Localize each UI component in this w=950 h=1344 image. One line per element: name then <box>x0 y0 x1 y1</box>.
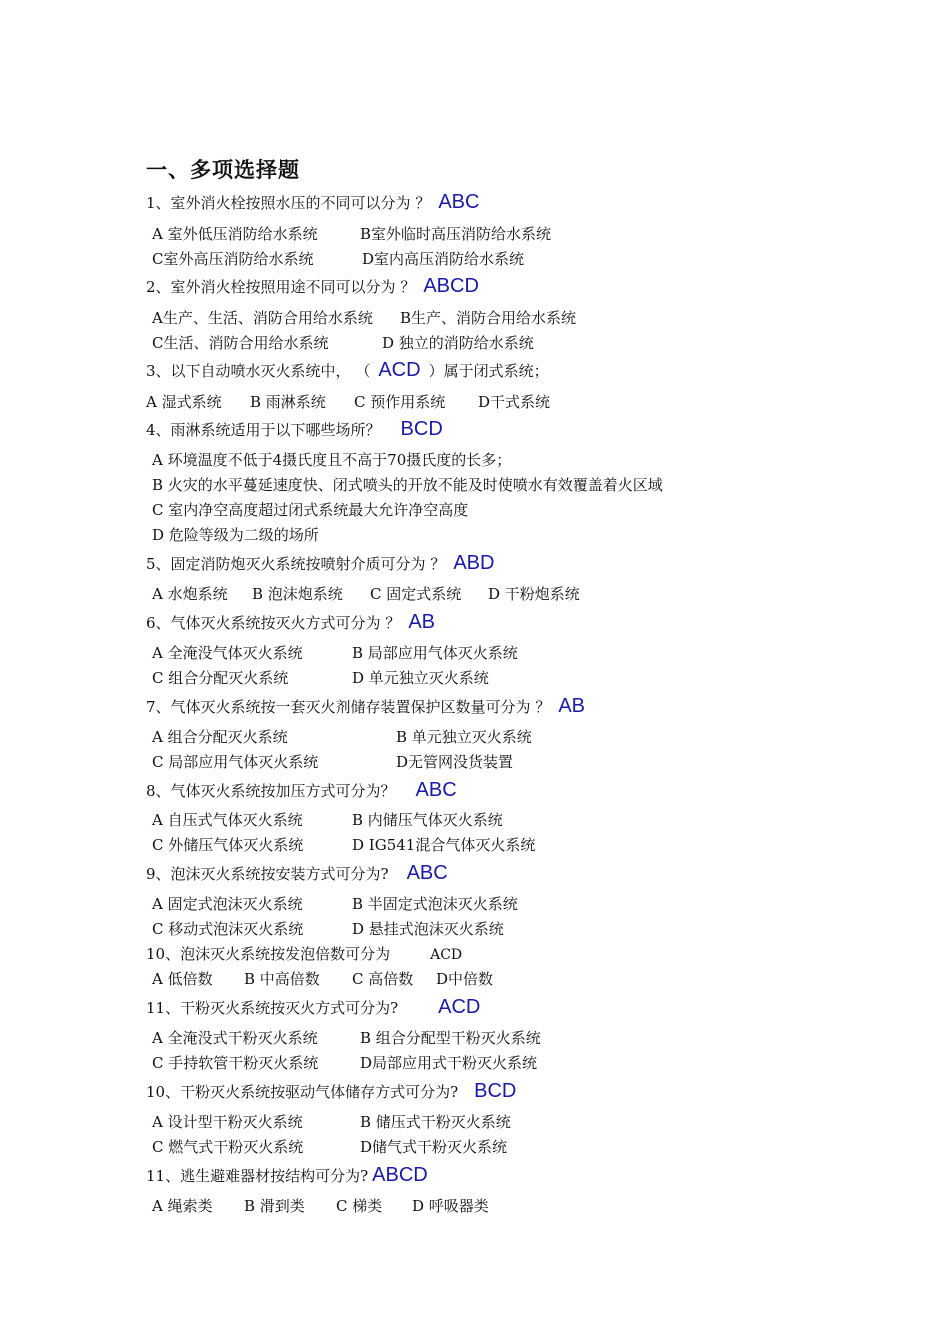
option-a: A 固定式泡沫灭火系统 <box>152 895 303 913</box>
options-row <box>152 752 513 772</box>
option-b: B 雨淋系统 <box>250 393 326 411</box>
options-row <box>152 333 534 353</box>
option-a: A生产、生活、消防合用给水系统 <box>152 309 373 327</box>
question-text: 5、固定消防炮灭火系统按喷射介质可分为 ？ <box>146 555 446 573</box>
question-text: 11、逃生避难器材按结构可分为? <box>146 1167 369 1185</box>
options-row <box>146 392 550 412</box>
option-c: C 手持软管干粉灭火系统 <box>152 1054 319 1072</box>
option-c: C 局部应用气体灭火系统 <box>152 753 319 771</box>
question-10 <box>146 944 462 965</box>
answer: AB <box>408 611 436 633</box>
answer: ABD <box>453 552 495 574</box>
answer: ABCD <box>423 275 479 297</box>
answer: BCD <box>474 1080 517 1102</box>
options-row <box>152 1053 537 1073</box>
option-b: B 半固定式泡沫灭火系统 <box>352 895 518 913</box>
question-3 <box>146 360 549 381</box>
question-8 <box>146 780 457 801</box>
options-row <box>152 727 532 747</box>
question-text: 8、气体灭火系统按加压方式可分为？ <box>146 782 396 800</box>
options-row <box>152 668 489 688</box>
option-d: D储气式干粉灭火系统 <box>360 1138 508 1156</box>
answer: ABC <box>415 779 457 801</box>
option-b: B 单元独立灭火系统 <box>396 728 532 746</box>
options-row <box>152 835 535 855</box>
option-d: D局部应用式干粉灭火系统 <box>360 1054 538 1072</box>
option-c: C生活、消防合用给水系统 <box>152 334 329 352</box>
option-b: B室外临时高压消防给水系统 <box>360 225 552 243</box>
question-text: 10、干粉灭火系统按驱动气体储存方式可分为? <box>146 1083 459 1101</box>
question-11 <box>146 997 480 1018</box>
option-a: A 湿式系统 <box>146 393 222 411</box>
answer: ACD <box>430 947 463 963</box>
option-a: A 低倍数 <box>152 970 213 988</box>
option-d: D 单元独立灭火系统 <box>352 669 489 687</box>
option-c: C 移动式泡沫灭火系统 <box>152 920 304 938</box>
option-d: D 独立的消防给水系统 <box>382 334 534 352</box>
question-text: 2、室外消火栓按照用途不同可以分为 ？ <box>146 278 416 296</box>
question-7 <box>146 696 585 717</box>
question-2 <box>146 276 479 297</box>
question-text-post: ）属于闭式系统； <box>428 362 549 380</box>
option-c: C 预作用系统 <box>354 393 446 411</box>
question-text-pre: 3、以下自动喷水灭火系统中， （ <box>146 362 371 380</box>
option-d: D 呼吸器类 <box>412 1197 489 1215</box>
question-5 <box>146 553 494 574</box>
question-text: 1、室外消火栓按照水压的不同可以分为 ？ <box>146 194 431 212</box>
question-6 <box>146 612 435 633</box>
options-row <box>152 969 493 989</box>
option-b: B生产、消防合用给水系统 <box>400 309 577 327</box>
option-d: D IG541混合气体灭火系统 <box>352 836 536 854</box>
options-row <box>152 894 518 914</box>
answer: ABCD <box>372 1164 428 1186</box>
option-b: B 组合分配型干粉灭火系统 <box>360 1029 541 1047</box>
option-b: B 局部应用气体灭火系统 <box>352 644 518 662</box>
section-heading: 一、多项选择题 <box>146 158 300 182</box>
option-b: B 储压式干粉灭火系统 <box>360 1113 511 1131</box>
option-b: B 滑到类 <box>244 1197 305 1215</box>
option-c: C 室内净空高度超过闭式系统最大允许净空高度 <box>152 501 469 519</box>
option-c: C 组合分配灭火系统 <box>152 669 289 687</box>
question-text: 7、气体灭火系统按一套灭火剂储存装置保护区数量可分为 ？ <box>146 698 551 716</box>
question-13 <box>146 1165 428 1186</box>
options-row <box>152 1137 507 1157</box>
options-row <box>152 643 518 663</box>
option-d: D 危险等级为二级的场所 <box>152 526 319 544</box>
answer: ACD <box>438 996 481 1018</box>
options-row <box>152 584 580 604</box>
option-c: C 外储压气体灭火系统 <box>152 836 304 854</box>
options-row <box>152 1196 489 1216</box>
question-text: 10、泡沫灭火系统按发泡倍数可分为 <box>146 945 391 963</box>
option-c: C 燃气式干粉灭火系统 <box>152 1138 304 1156</box>
option-c: C室外高压消防给水系统 <box>152 250 314 268</box>
option-a: A 室外低压消防给水系统 <box>152 225 318 243</box>
option-a: A 组合分配灭火系统 <box>152 728 288 746</box>
answer: AB <box>558 695 586 717</box>
option-d: D 悬挂式泡沫灭火系统 <box>352 920 504 938</box>
options-row <box>152 224 551 244</box>
question-text: 4、雨淋系统适用于以下哪些场所？ <box>146 421 381 439</box>
option-a: A 设计型干粉灭火系统 <box>152 1113 303 1131</box>
option-b: B 火灾的水平蔓延速度快、闭式喷头的开放不能及时使喷水有效覆盖着火区域 <box>152 476 663 494</box>
option-b: B 中高倍数 <box>244 970 320 988</box>
options-row <box>152 308 576 328</box>
answer: ABC <box>406 862 448 884</box>
option-a: A 环境温度不低于4摄氏度且不高于70摄氏度的长多； <box>152 451 512 469</box>
options-row <box>152 249 524 269</box>
option-d: D中倍数 <box>436 970 494 988</box>
option-c: C 高倍数 <box>352 970 414 988</box>
option-a: A 绳索类 <box>152 1197 213 1215</box>
options-row <box>152 810 503 830</box>
question-9 <box>146 863 448 884</box>
option-a: A 全淹没式干粉灭火系统 <box>152 1029 318 1047</box>
option-c: C 固定式系统 <box>370 585 462 603</box>
option-a: A 水炮系统 <box>152 585 228 603</box>
options-row <box>152 1112 511 1132</box>
options-row <box>152 1028 541 1048</box>
answer: ACD <box>378 359 421 381</box>
question-text: 11、干粉灭火系统按灭火方式可分为? <box>146 999 399 1017</box>
option-d: D无管网没货装置 <box>396 753 514 771</box>
question-1 <box>146 192 479 213</box>
option-d: D室内高压消防给水系统 <box>362 250 525 268</box>
option-a: A 自压式气体灭火系统 <box>152 811 303 829</box>
question-12 <box>146 1081 516 1102</box>
option-d: D干式系统 <box>478 393 551 411</box>
question-text: 9、泡沫灭火系统按安装方式可分为? <box>146 865 389 883</box>
option-b: B 内储压气体灭火系统 <box>352 811 503 829</box>
option-c: C 梯类 <box>336 1197 383 1215</box>
answer: BCD <box>400 418 443 440</box>
answer: ABC <box>438 191 480 213</box>
question-text: 6、气体灭火系统按灭火方式可分为 ？ <box>146 614 401 632</box>
option-a: A 全淹没气体灭火系统 <box>152 644 303 662</box>
option-b: B 泡沫炮系统 <box>252 585 343 603</box>
question-4 <box>146 419 443 440</box>
options-row <box>152 919 504 939</box>
option-d: D 干粉炮系统 <box>488 585 580 603</box>
